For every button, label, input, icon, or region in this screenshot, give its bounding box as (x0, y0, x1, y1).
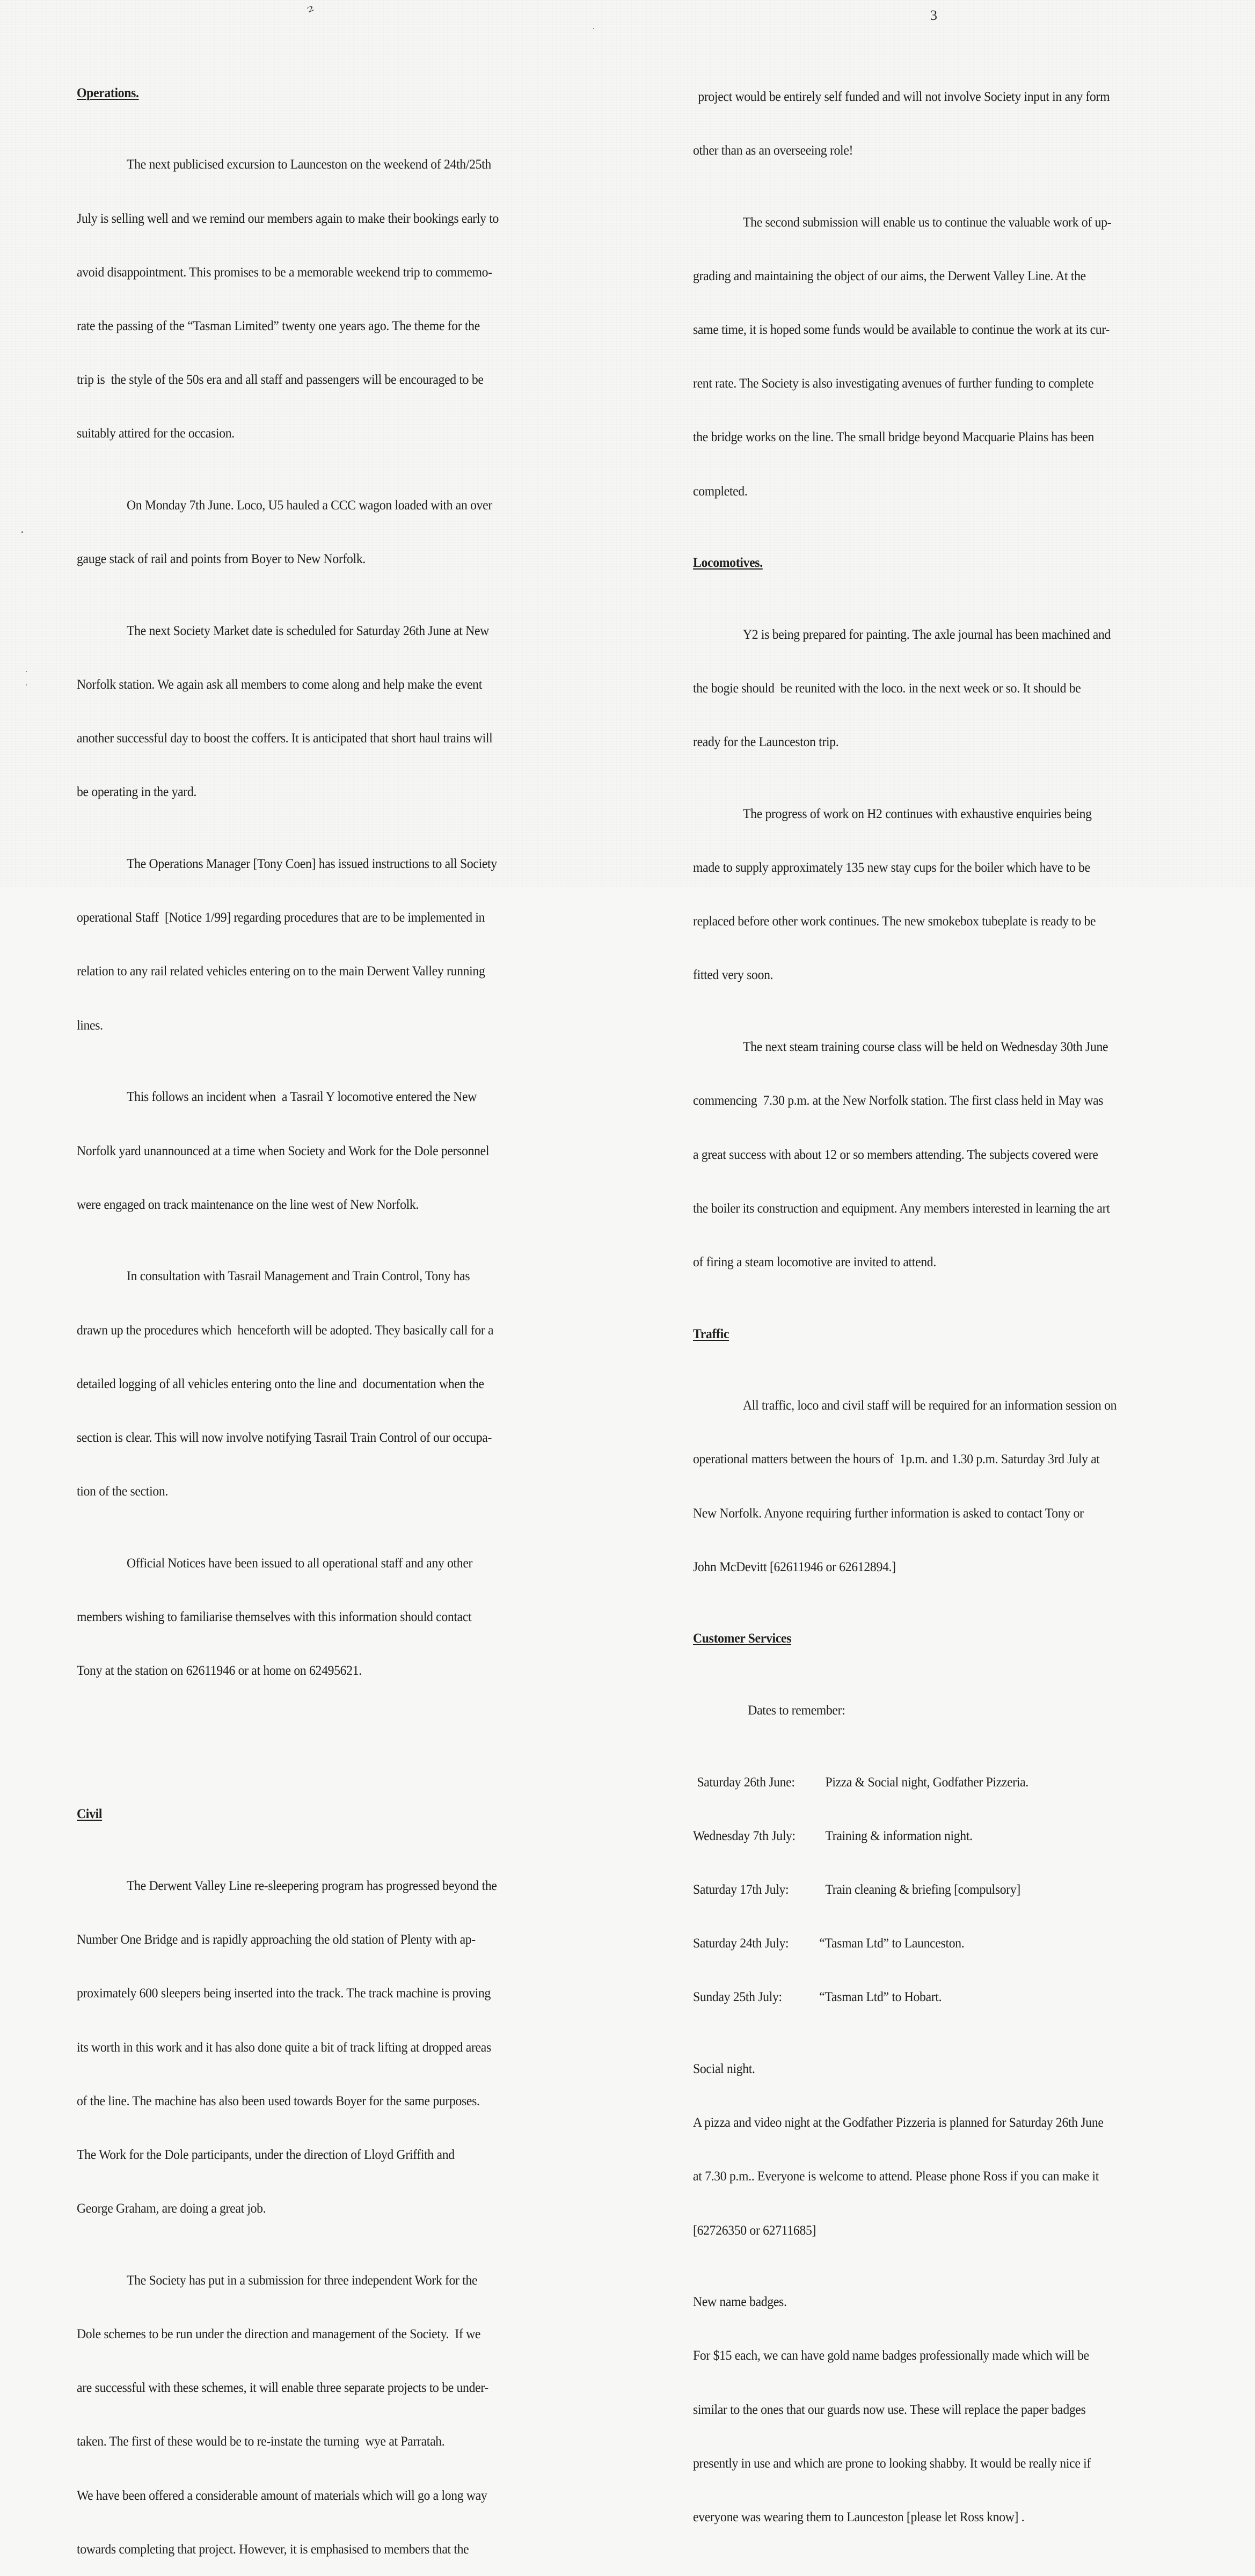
text-line: proximately 600 sleepers being inserted into the track. The track machine is proving (77, 1985, 491, 2001)
text-line: Y2 is being prepared for painting. The axle journal has been machined and (743, 626, 1111, 642)
text-line: the bogie should be reunited with the loco. in the next week or so. It should be (693, 680, 1081, 696)
text-line: The Work for the Dole participants, under the direction of Lloyd Griffith and (77, 2146, 455, 2162)
text-line: another successful day to boost the coffers. It is anticipated that short haul trains will (77, 730, 493, 746)
text-line: suitably attired for the occasion. (77, 425, 235, 441)
text-line: towards completing that project. However, it is emphasised to members that the (77, 2541, 469, 2557)
text-line: The progress of work on H2 continues with exhaustive enquiries being (743, 805, 1092, 821)
text-line: This follows an incident when a Tasrail Y locomotive entered the New (127, 1089, 477, 1105)
date-event: “Tasman Ltd” to Launceston. (819, 1935, 965, 1951)
text-line: section is clear. This will now involve notifying Tasrail Train Control of our occupa- (77, 1429, 492, 1445)
text-line: A pizza and video night at the Godfather Pizzeria is planned for Saturday 26th June (693, 2114, 1104, 2130)
date-row (693, 1880, 1117, 1898)
text-line: George Graham, are doing a great job. (77, 2200, 266, 2216)
text-line: The next steam training course class will be held on Wednesday 30th June (743, 1039, 1108, 1055)
text-line: project would be entirely self funded and will not involve Society input in any form (698, 88, 1110, 104)
text-line: Dole schemes to be run under the direction and management of the Society. If we (77, 2326, 481, 2341)
text-line: operational Staff [Notice 1/99] regarding procedures that are to be implemented in (77, 909, 485, 925)
text-line: operational matters between the hours of 1p.m. and 1.30 p.m. Saturday 3rd July at (693, 1451, 1100, 1467)
date-event: Pizza & Social night, Godfather Pizzeria. (825, 1774, 1028, 1790)
text-line: trip is the style of the 50s era and all staff and passengers will be encouraged to be (77, 371, 484, 388)
text-line: relation to any rail related vehicles entering on to the main Derwent Valley running (77, 963, 485, 979)
text-line: other than as an overseeing role! (693, 142, 853, 158)
text-line: of the line. The machine has also been used towards Boyer for the same purposes. (77, 2092, 480, 2108)
text-line: lines. (77, 1017, 103, 1033)
text-line: the bridge works on the line. The small bridge beyond Macquarie Plains has been (693, 429, 1095, 445)
text-line: For $15 each, we can have gold name badges professionally made which will be (693, 2347, 1089, 2363)
text-line: members wishing to familiarise themselves with this information should contact (77, 1608, 472, 1624)
text-line: The second submission will enable us to continue the valuable work of up- (743, 214, 1112, 230)
text-line: The Society has put in a submission for three independent Work for the (127, 2272, 478, 2288)
text-line: are successful with these schemes, it will enable three separate projects to be under- (77, 2380, 489, 2396)
date-row (693, 1773, 1117, 1791)
text-line: Norfolk station. We again ask all members to come along and help make the event (77, 676, 482, 692)
text-line: made to supply approximately 135 new stay cups for the boiler which have to be (693, 859, 1090, 875)
text-line: Tony at the station on 62611946 or at home on 62495621. (77, 1662, 362, 1679)
date-label: Saturday 24th July: (693, 1935, 789, 1951)
text-line: gauge stack of rail and points from Boyer to New Norfolk. (77, 551, 366, 567)
page-number-left: 2 (305, 3, 316, 14)
text-line: commencing 7.30 p.m. at the New Norfolk station. The first class held in May was (693, 1092, 1104, 1108)
text-line: Norfolk yard unannounced at a time when Society and Work for the Dole personnel (77, 1142, 490, 1158)
left-column (77, 48, 499, 2576)
text-line: the boiler its construction and equipment. Any members interested in learning the art (693, 1200, 1110, 1216)
text-line: completed. (693, 483, 748, 499)
scan-speck (593, 28, 594, 29)
date-event: “Tasman Ltd” to Hobart. (819, 1989, 942, 2005)
subheading-name-badges: New name badges. (693, 2294, 787, 2310)
subheading-social-night: Social night. (693, 2060, 755, 2076)
text-line: everyone was wearing them to Launceston [please let Ross know] . (693, 2509, 1025, 2525)
text-line: avoid disappointment. This promises to be a memorable weekend trip to commemo- (77, 264, 492, 280)
text-line: John McDevitt [62611946 or 62612894.] (693, 1558, 896, 1574)
date-row (693, 1934, 1117, 1952)
text-line: same time, it is hoped some funds would be available to continue the work at its cur- (693, 322, 1110, 338)
section-heading-civil: Civil (77, 1806, 103, 1822)
text-line: be operating in the yard. (77, 784, 197, 800)
text-line: Number One Bridge and is rapidly approaching the old station of Plenty with ap- (77, 1931, 476, 1947)
section-heading-locomotives: Locomotives. (693, 554, 763, 571)
text-line: similar to the ones that our guards now use. These will replace the paper badges (693, 2401, 1086, 2417)
blank-line (77, 1733, 499, 1751)
date-label: Sunday 25th July: (693, 1989, 782, 2005)
text-line: detailed logging of all vehicles entering onto the line and documentation when the (77, 1375, 484, 1391)
scan-speck (26, 684, 27, 685)
text-line: fitted very soon. (693, 967, 774, 983)
date-event: Train cleaning & briefing [compulsory] (825, 1881, 1020, 1897)
text-line: replaced before other work continues. The new smokebox tubeplate is ready to be (693, 913, 1096, 929)
text-line: presently in use and which are prone to looking shabby. It would be really nice if (693, 2455, 1091, 2471)
date-row (693, 1988, 1117, 2005)
text-line: [62726350 or 62711685] (693, 2222, 816, 2238)
text-line: The Operations Manager [Tony Coen] has issued instructions to all Society (127, 856, 497, 872)
date-label: Saturday 17th July: (693, 1881, 789, 1897)
scan-speck (21, 531, 23, 533)
section-heading-customer-services: Customer Services (693, 1630, 792, 1646)
right-column (693, 52, 1117, 2544)
text-line: The next Society Market date is scheduled for Saturday 26th June at New (127, 622, 489, 638)
date-row (693, 1827, 1117, 1844)
text-line: were engaged on track maintenance on the line west of New Norfolk. (77, 1196, 419, 1212)
text-line: All traffic, loco and civil staff will be required for an information session on (743, 1397, 1117, 1413)
text-line: its worth in this work and it has also done quite a bit of track lifting at dropped areas (77, 2039, 491, 2055)
text-line: rate the passing of the “Tasman Limited” twenty one years ago. The theme for the (77, 318, 480, 334)
date-label: Wednesday 7th July: (693, 1827, 796, 1843)
text-line: drawn up the procedures which henceforth will be adopted. They basically call for a (77, 1322, 494, 1338)
section-heading-operations: Operations. (77, 84, 139, 100)
text-line: of firing a steam locomotive are invited to attend. (693, 1253, 936, 1269)
text-line: a great success with about 12 or so members attending. The subjects covered were (693, 1146, 1098, 1162)
text-line: The next publicised excursion to Launceston on the weekend of 24th/25th (127, 156, 491, 172)
text-line: ready for the Launceston trip. (693, 734, 839, 750)
date-event: Training & information night. (825, 1827, 973, 1843)
text-line: tion of the section. (77, 1483, 169, 1499)
page-number-right: 3 (930, 8, 937, 23)
text-line: July is selling well and we remind our members again to make their bookings early to (77, 210, 499, 226)
text-line: New Norfolk. Anyone requiring further information is asked to contact Tony or (693, 1505, 1084, 1521)
section-heading-traffic: Traffic (693, 1325, 729, 1341)
text-line: rent rate. The Society is also investigating avenues of further funding to complete (693, 375, 1094, 391)
scan-speck (26, 671, 27, 672)
text-line: On Monday 7th June. Loco, U5 hauled a CCC wagon loaded with an over (127, 497, 492, 513)
text-line: In consultation with Tasrail Management and Train Control, Tony has (127, 1268, 470, 1284)
date-label: Saturday 26th June: (697, 1774, 795, 1790)
text-line: Official Notices have been issued to all operational staff and any other (127, 1555, 473, 1571)
dates-intro: Dates to remember: (748, 1702, 845, 1718)
text-line: We have been offered a considerable amount of materials which will go a long way (77, 2487, 487, 2503)
text-line: at 7.30 p.m.. Everyone is welcome to attend. Please phone Ross if you can make it (693, 2168, 1099, 2184)
text-line: taken. The first of these would be to re-instate the turning wye at Parratah. (77, 2433, 445, 2449)
text-line: The Derwent Valley Line re-sleepering program has progressed beyond the (127, 1877, 497, 1893)
text-line: grading and maintaining the object of our aims, the Derwent Valley Line. At the (693, 267, 1086, 283)
